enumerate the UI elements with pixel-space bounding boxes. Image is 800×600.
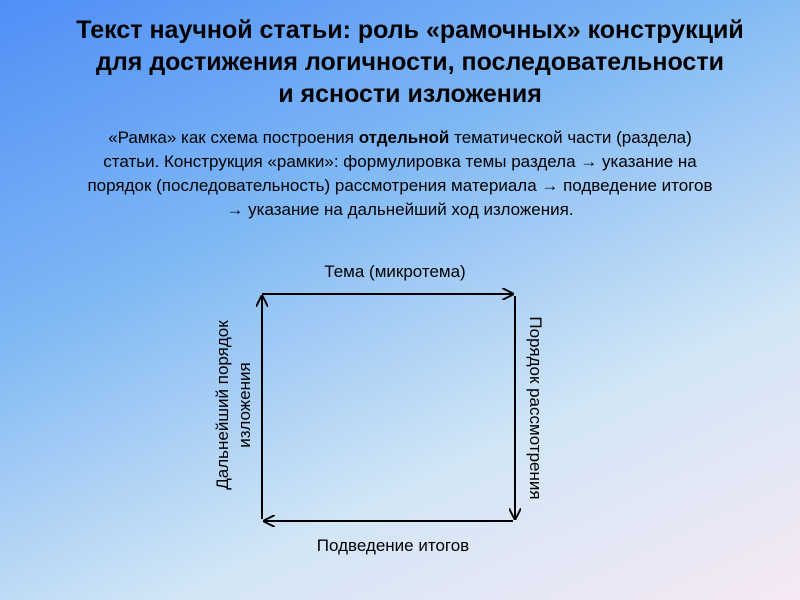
body-line-1 xyxy=(28,126,772,150)
frame-label-left xyxy=(212,310,256,500)
slide-title-line-2: для достижения логичности, последовательности xyxy=(96,48,724,76)
body-line-2: статьи. Конструкция «рамки»: формулировка темы раздела → указание на xyxy=(103,152,697,171)
frame-label-left-line-1: Дальнейший порядок xyxy=(213,320,232,490)
body-line-4: → указание на дальнейший ход изложения. xyxy=(226,200,574,219)
frame-label-left-line-2: изложения xyxy=(235,362,254,448)
frame-label-right: Порядок рассмотрения xyxy=(526,316,545,500)
body-paragraph xyxy=(28,126,772,222)
slide-title xyxy=(40,14,780,110)
frame-label-bottom: Подведение итогов xyxy=(316,536,470,555)
body-line-1-start: «Рамка» как схема построения xyxy=(108,128,359,147)
frame-label-top: Тема (микротема) xyxy=(324,262,466,281)
body-line-1-end: тематической части (раздела) xyxy=(449,128,692,147)
body-line-1-bold: отдельной xyxy=(358,128,450,147)
slide-title-line-3: и ясности изложения xyxy=(278,80,542,108)
body-line-3: порядок (последовательность) рассмотрения материала → подведение итогов xyxy=(87,176,713,195)
slide-title-line-1: Текст научной статьи: роль «рамочных» конструкций xyxy=(76,16,744,44)
